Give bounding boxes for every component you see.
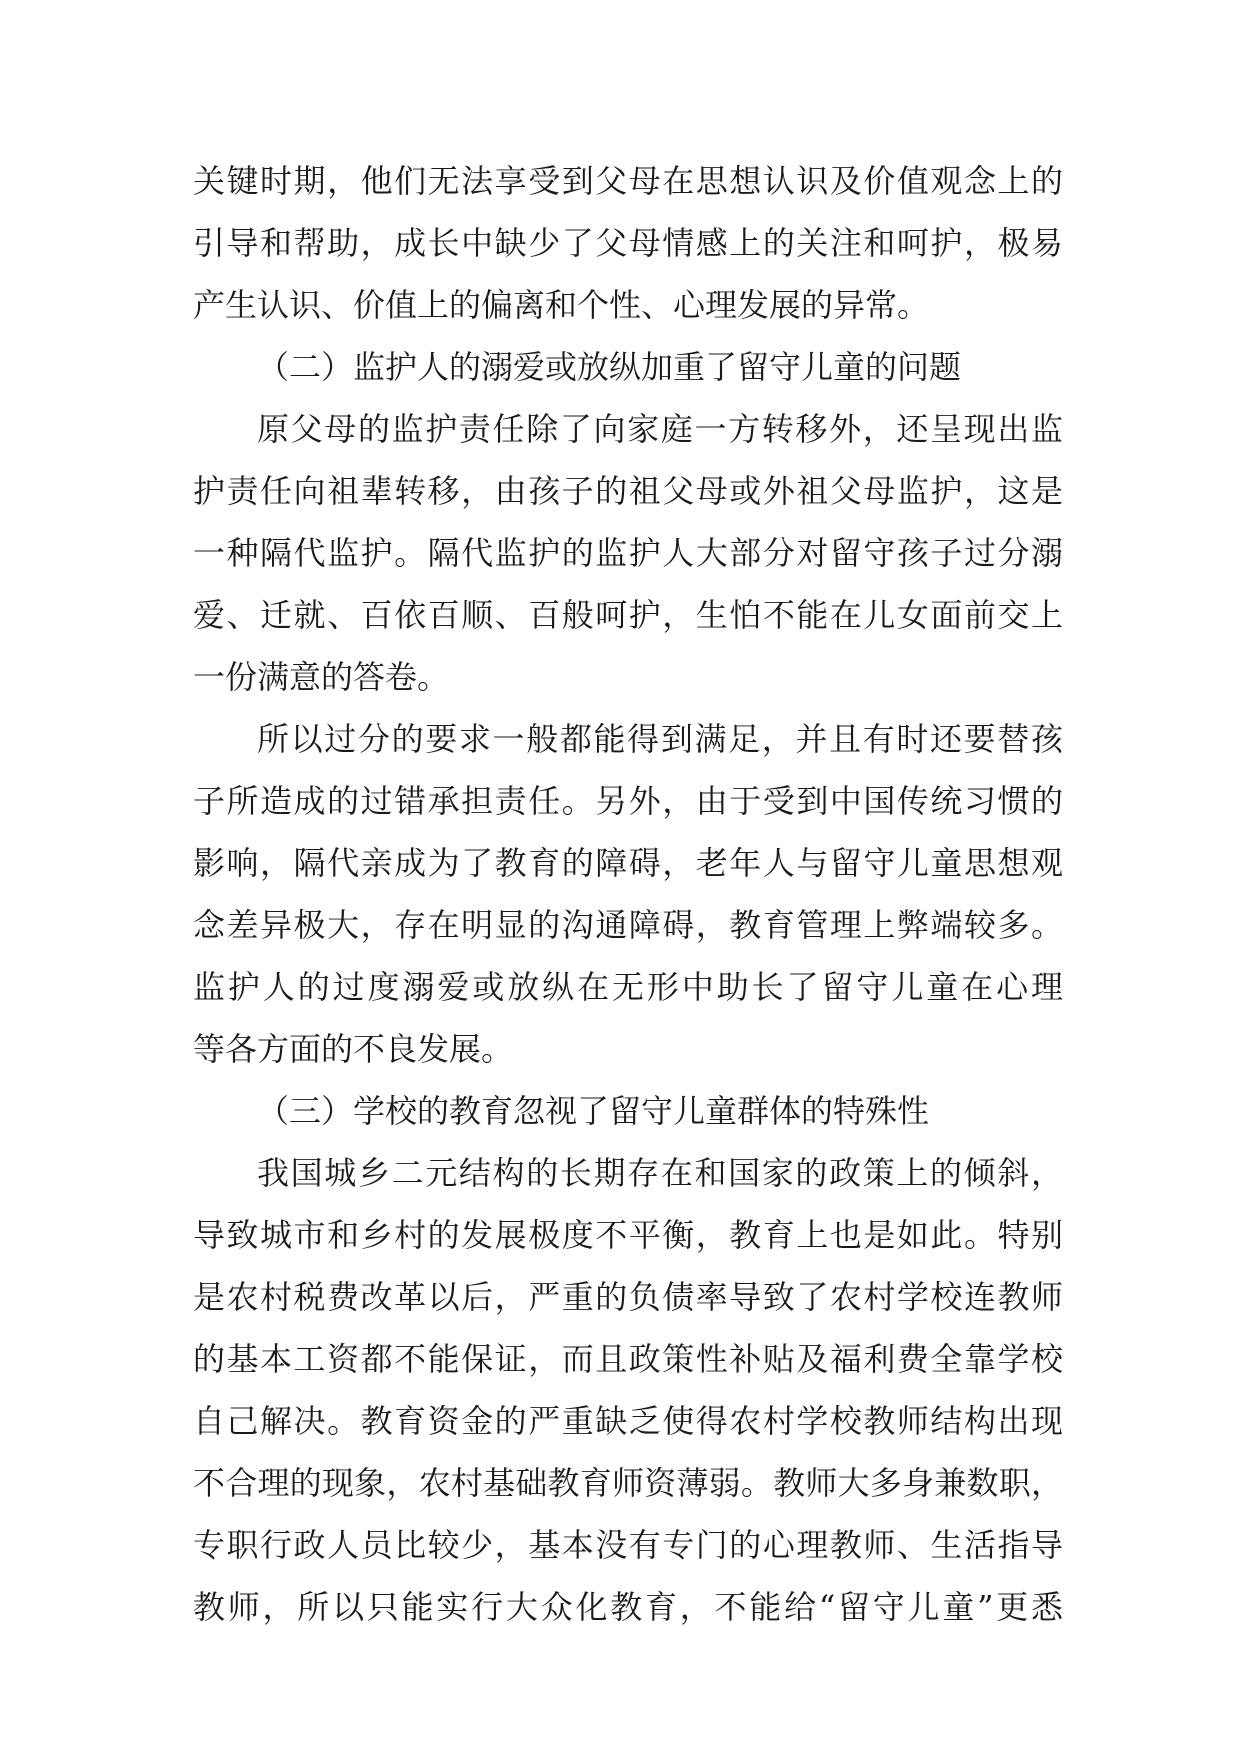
body-line: 教师，所以只能实行大众化教育，不能给“留守儿童”更悉 xyxy=(193,1588,1063,1626)
body-line: 导致城市和乡村的发展极度不平衡，教育上也是如此。特别 xyxy=(193,1216,1063,1254)
body-line: 影响，隔代亲成为了教育的障碍，老年人与留守儿童思想观 xyxy=(193,844,1063,882)
body-line: 一种隔代监护。隔代监护的监护人大部分对留守孩子过分溺 xyxy=(193,534,1063,572)
body-line: 爱、迁就、百依百顺、百般呵护，生怕不能在儿女面前交上 xyxy=(193,596,1063,634)
body-line: 一份满意的答卷。 xyxy=(193,658,450,696)
body-line: 专职行政人员比较少，基本没有专门的心理教师、生活指导 xyxy=(193,1526,1063,1564)
section-heading-2: （二）监护人的溺爱或放纵加重了留守儿童的问题 xyxy=(257,348,962,386)
body-line: 监护人的过度溺爱或放纵在无形中助长了留守儿童在心理 xyxy=(193,968,1063,1006)
body-line: 关键时期，他们无法享受到父母在思想认识及价值观念上的 xyxy=(193,162,1063,200)
body-line: 所以过分的要求一般都能得到满足，并且有时还要替孩 xyxy=(257,720,1063,758)
body-line: 念差异极大，存在明显的沟通障碍，教育管理上弊端较多。 xyxy=(193,906,1063,944)
body-line: 的基本工资都不能保证，而且政策性补贴及福利费全靠学校 xyxy=(193,1340,1063,1378)
body-line: 子所造成的过错承担责任。另外，由于受到中国传统习惯的 xyxy=(193,782,1063,820)
body-line: 不合理的现象，农村基础教育师资薄弱。教师大多身兼数职， xyxy=(193,1464,1063,1502)
section-heading-3: （三）学校的教育忽视了留守儿童群体的特殊性 xyxy=(257,1092,930,1130)
body-line: 产生认识、价值上的偏离和个性、心理发展的异常。 xyxy=(193,286,930,324)
document-body xyxy=(193,150,1063,1638)
body-line: 等各方面的不良发展。 xyxy=(193,1030,514,1068)
body-line: 引导和帮助，成长中缺少了父母情感上的关注和呵护，极易 xyxy=(193,224,1063,262)
body-line: 自己解决。教育资金的严重缺乏使得农村学校教师结构出现 xyxy=(193,1402,1063,1440)
body-line: 是农村税费改革以后，严重的负债率导致了农村学校连教师 xyxy=(193,1278,1063,1316)
body-line: 我国城乡二元结构的长期存在和国家的政策上的倾斜， xyxy=(257,1154,1063,1192)
body-line: 护责任向祖辈转移，由孩子的祖父母或外祖父母监护，这是 xyxy=(193,472,1063,510)
body-line: 原父母的监护责任除了向家庭一方转移外，还呈现出监 xyxy=(257,410,1063,448)
